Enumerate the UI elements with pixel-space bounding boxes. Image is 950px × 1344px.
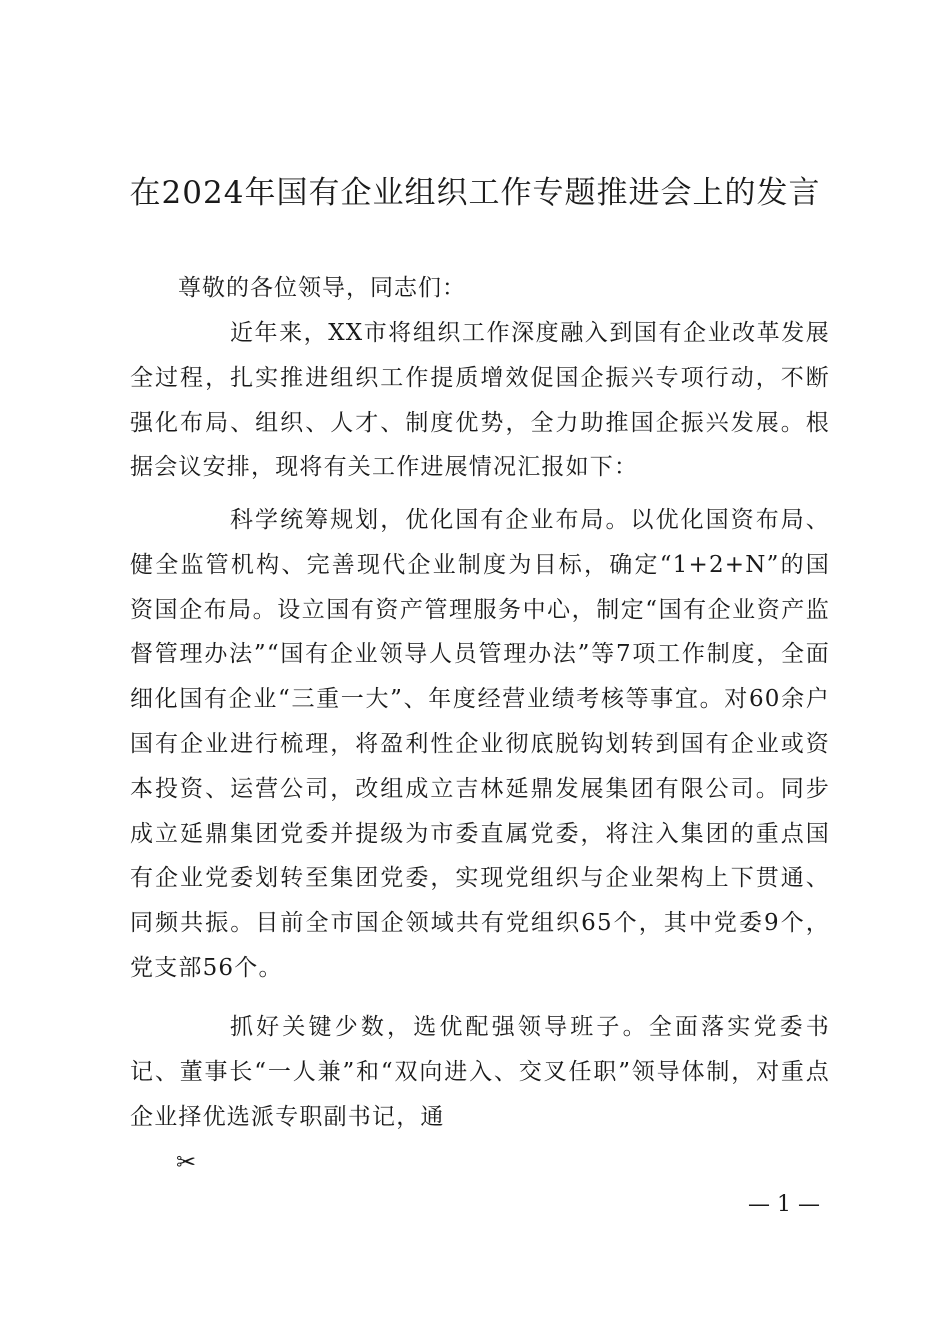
page-number: — 1 — [748,1192,820,1217]
paragraph-layout: 科学统筹规划，优化国有企业布局。以优化国资布局、健全监管机构、完善现代企业制度为目标，确定“1+2+N”的国资国企布局。设立国有资产管理服务中心，制定“国有企业资产监督管理办法”“国有企业领导人员管理办法”等7项工作制度，全面细化国有企业“三重一大”、年度经营业绩考核等事宜。对60余户国有企业进行梳理，将盈利性企业彻底脱钩划转到国有企业或资本投资、运营公司，改组成立吉林延鼎发展集团有限公司。同步成立延鼎集团党委并提级为市委直属党委，将注入集团的重点国有企业党委划转至集团党委，实现党组织与企业架构上下贯通、同频共振。目前全市国企领域共有党组织65个，其中党委9个，党支部56个。 [130,507,830,981]
paragraph-intro: 近年来，XX市将组织工作深度融入到国有企业改革发展全过程，扎实推进组织工作提质增效促国企振兴专项行动，不断强化布局、组织、人才、制度优势，全力助推国企振兴发展。根据会议安排，现将有关工作进展情况汇报如下： [130,320,830,481]
salutation: 尊敬的各位领导，同志们： [178,275,466,301]
scissors-icon: ✂ [176,1148,197,1176]
document-title: 在2024年国有企业组织工作专题推进会上的发言 [129,175,821,211]
paragraph-leadership: 抓好关键少数，选优配强领导班子。全面落实党委书记、董事长“一人兼”和“双向进入、交叉任职”领导体制，对重点企业择优选派专职副书记，通 [130,1014,830,1130]
